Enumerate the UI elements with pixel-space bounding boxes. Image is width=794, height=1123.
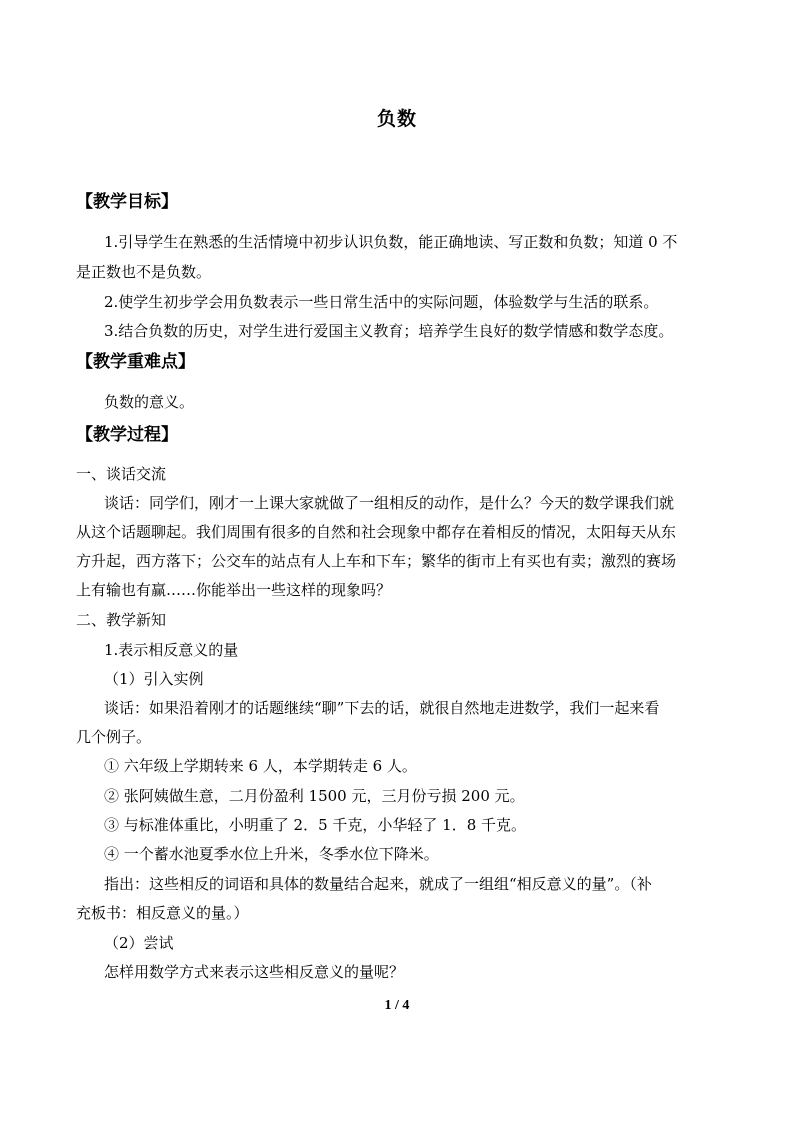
process-heading: 【教学过程】: [76, 425, 178, 445]
example-3: ③ 与标准体重比，小明重了 2．5 千克，小华轻了 1．8 千克。: [104, 816, 527, 834]
part1-line-3: 方升起，西方落下；公交车的站点有人上车和下车；繁华的街市上有买也有卖；激烈的赛场: [76, 552, 677, 570]
sub1-1-title: （1）引入实例: [104, 670, 204, 688]
part1-line-4: 上有输也有赢……你能举出一些这样的现象吗？: [76, 581, 392, 599]
talk2-line-2: 几个例子。: [76, 728, 152, 746]
example-1: ① 六年级上学期转来 6 人，本学期转走 6 人。: [104, 757, 417, 775]
objective-line-2: 是正数也不是负数。: [76, 263, 212, 281]
part1-line-1: 谈话：同学们，刚才一上课大家就做了一组相反的动作，是什么？今天的数学课我们就: [104, 494, 675, 512]
objective-line-4: 3.结合负数的历史，对学生进行爱国主义教育；培养学生良好的数学情感和数学态度。: [104, 322, 674, 340]
question-text: 怎样用数学方式来表示这些相反意义的量呢？: [104, 963, 405, 981]
part1-line-2: 从这个话题聊起。我们周围有很多的自然和社会现象中都存在着相反的情况，太阳每天从东: [76, 523, 677, 541]
point-out-line-2: 充板书：相反意义的量。）: [76, 904, 249, 922]
sub1-2-title: （2）尝试: [104, 934, 174, 952]
part2-title: 二、教学新知: [76, 611, 167, 629]
example-2: ② 张阿姨做生意，二月份盈利 1500 元，三月份亏损 200 元。: [104, 787, 525, 805]
sub1-title: 1.表示相反意义的量: [104, 641, 239, 659]
example-4: ④ 一个蓄水池夏季水位上升米，冬季水位下降米。: [104, 845, 439, 863]
keypoints-text: 负数的意义。: [104, 393, 195, 411]
part1-title: 一、谈话交流: [76, 465, 167, 483]
objectives-heading: 【教学目标】: [76, 192, 178, 212]
keypoints-heading: 【教学重难点】: [76, 352, 195, 372]
point-out-line-1: 指出：这些相反的词语和具体的数量结合起来，就成了一组组“相反意义的量”。（补: [104, 875, 652, 893]
objective-line-3: 2.使学生初步学会用负数表示一些日常生活中的实际问题，体验数学与生活的联系。: [104, 293, 659, 311]
talk2-line-1: 谈话：如果沿着刚才的话题继续“聊”下去的话，就很自然地走进数学，我们一起来看: [104, 699, 660, 717]
document-title: 负数: [376, 108, 417, 130]
objective-line-1: 1.引导学生在熟悉的生活情境中初步认识负数，能正确地读、写正数和负数；知道 0 不: [104, 233, 678, 251]
page-number: 1 / 4: [384, 998, 410, 1013]
